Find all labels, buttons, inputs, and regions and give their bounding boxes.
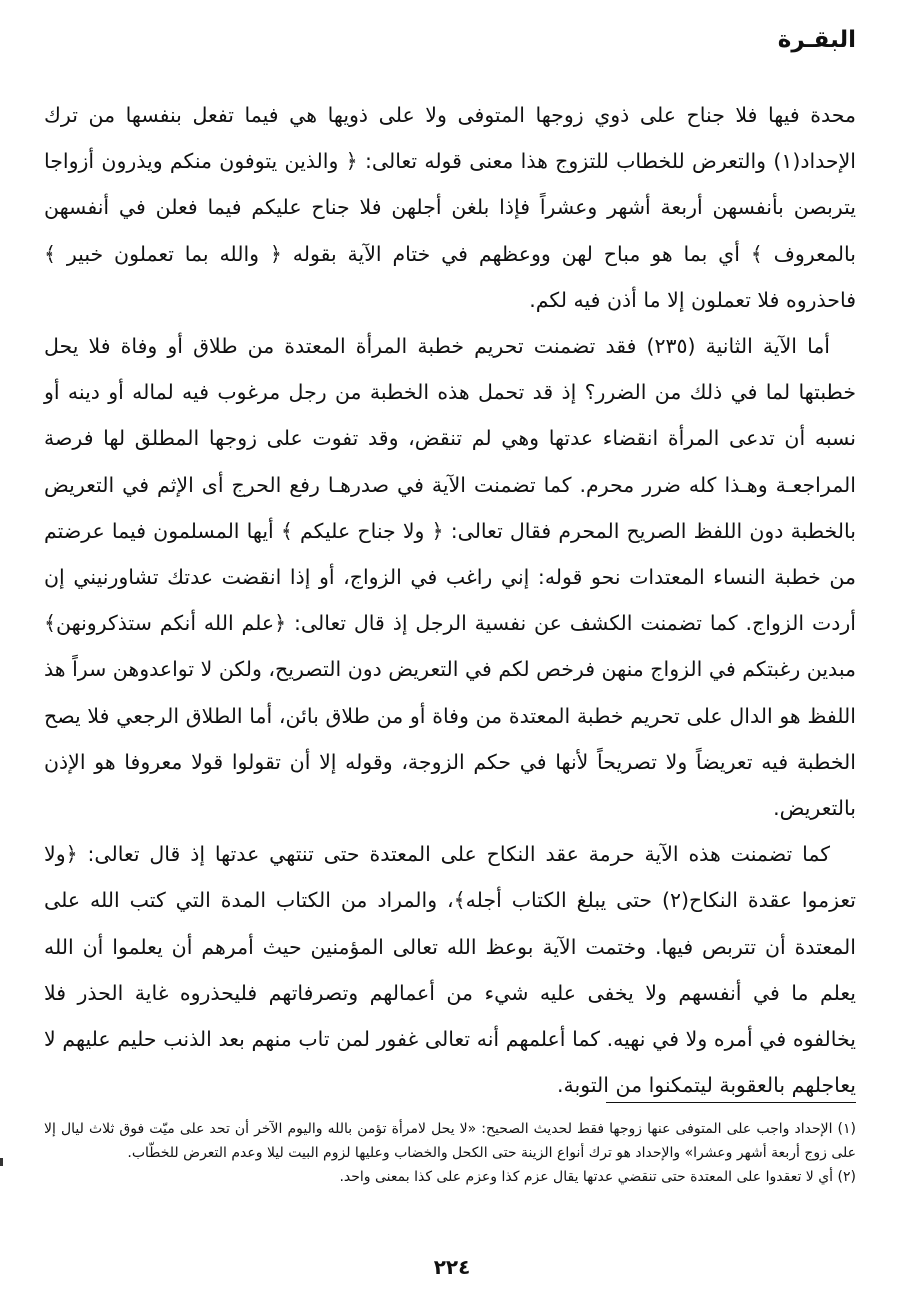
main-text [44,92,856,1108]
scan-edge-mark [0,1158,3,1166]
footnotes [44,1117,856,1189]
running-title: البقـرة [777,27,856,53]
footnote-2: (٢) أي لا تعقدوا على المعتدة حتى تنقضي عدتها يقال عزم كذا وعزم على كذا بمعنى واحد. [339,1169,856,1185]
paragraph-3: كما تضمنت هذه الآية حرمة عقد النكاح على المعتدة حتى تنتهي عدتها إذ قال تعالى: ﴿ولا تعزموا عقدة النكاح(٢) حتى يبلغ الكتاب أجله﴾، والمراد من الكتاب المدة التي كتب الله على المعتدة أن تتربص فيها. وختمت الآية بوعظ الله تعالى المؤمنين حيث أمرهم أن يعلموا أن الله يعلم ما في أنفسهم ولا يخفى عليه شيء من أعمالهم وتصرفاتهم فليحذروه غاية الحذر فلا يخالفوه في أمره ولا في نهيه. كما أعلمهم أنه تعالى غفور لمن تاب منهم بعد الذنب حليم عليهم لا يعاجلهم بالعقوبة ليتمكنوا من التوبة. [44,842,857,1098]
footnote-separator [606,1102,856,1103]
footnote-1: (١) الإحداد واجب على المتوفى عنها زوجها فقط لحديث الصحيح: «لا يحل لامرأة تؤمن بالله واليوم الآخر أن تحد على ميّت فوق ثلاث ليال إلا على زوج أربعة أشهر وعشرا» والإحداد هو ترك أنواع الزينة حتى الكحل والخضاب وعليها لزوم البيت ليلا وعدم التعرض للخطّاب. [44,1121,856,1161]
paragraph-2: أما الآية الثانية (٢٣٥) فقد تضمنت تحريم خطبة المرأة المعتدة من طلاق أو وفاة فلا يحل خطبتها لما في ذلك من الضرر؟ إذ قد تحمل هذه الخطبة من رجل مرغوب فيه لماله أو دينه أو نسبه أن تدعى المرأة انقضاء عدتها وهي لم تنقض، وقد تفوت على زوجها المطلق لها فرصة المراجعـة وهـذا كله ضرر محرم. كما تضمنت الآية في صدرهـا رفع الحرج أى الإثم في التعريض بالخطبة دون اللفظ الصريح المحرم فقال تعالى: ﴿ ولا جناح عليكم ﴾ أيها المسلمون فيما عرضتم من خطبة النساء المعتدات نحو قوله: إني راغب في الزواج، أو إذا انقضت عدتك تشاورنيني إن أردت الزواج. كما تضمنت الكشف عن نفسية الرجل إذ قال تعالى: ﴿علم الله أنكم ستذكرونهن﴾ مبدين رغبتكم في الزواج منهن فرخص لكم في التعريض دون التصريح، ولكن لا تواعدوهن سراً هذ اللفظ هو الدال على تحريم خطبة المعتدة من وفاة أو من طلاق بائن، أما الطلاق الرجعي فلا يصح الخطبة فيه تعريضاً ولا تصريحاً لأنها في حكم الزوجة، وقوله إلا أن تقولوا قولا معروفا هو الإذن بالتعريض. [44,334,856,821]
paragraph-1: محدة فيها فلا جناح على ذوي زوجها المتوفى ولا على ذويها هي فيما تفعل بنفسها من ترك الإحداد(١) والتعرض للخطاب للتزوج هذا معنى قوله تعالى: ﴿ والذين يتوفون منكم ويذرون أزواجا يتربصن بأنفسهن أربعة أشهر وعشراً فإذا بلغن أجلهن فلا جناح عليكم فيما فعلن في أنفسهن بالمعروف ﴾ أي بما هو مباح لهن ووعظهم في ختام الآية بقوله ﴿ والله بما تعملون خبير ﴾ فاحذروه فلا تعملون إلا ما أذن فيه لكم. [44,103,856,312]
page-number: ٢٢٤ [433,1255,471,1279]
